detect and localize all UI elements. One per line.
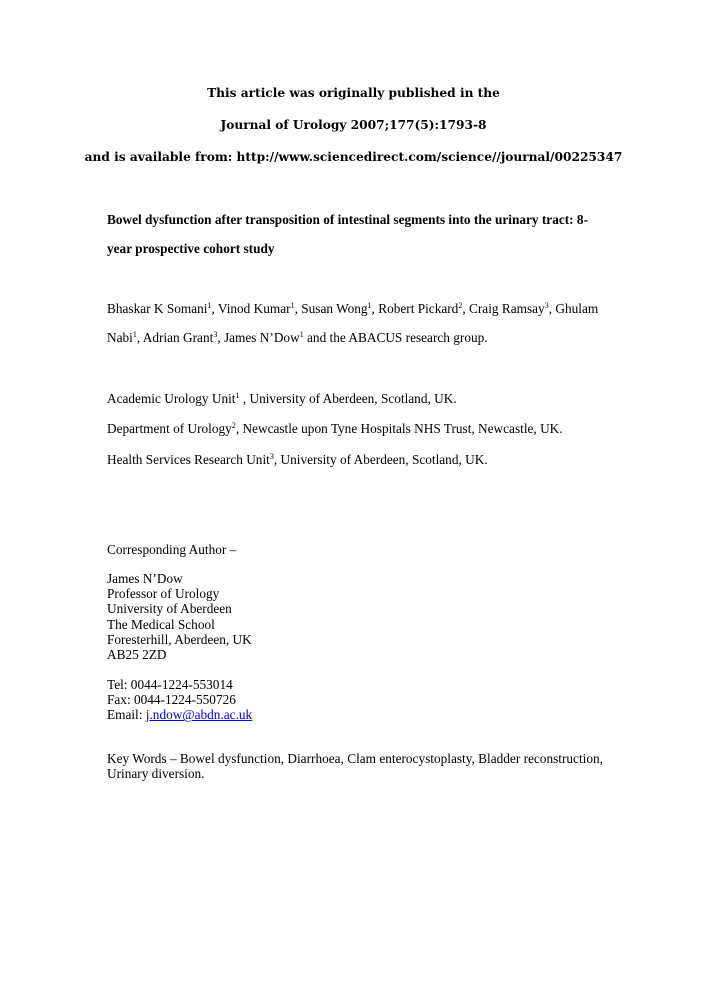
affiliation-number: 2 bbox=[231, 421, 236, 430]
author-name: Bhaskar K Somani bbox=[107, 301, 208, 316]
author-name: Susan Wong bbox=[301, 301, 368, 316]
keywords-line-2: Urinary diversion. bbox=[107, 766, 205, 782]
affiliation-location: , University of Aberdeen, Scotland, UK. bbox=[239, 391, 457, 406]
author-affiliation: 1 bbox=[207, 301, 212, 310]
author-name: Robert Pickard bbox=[378, 301, 459, 316]
affiliation-unit: Academic Urology Unit bbox=[107, 391, 236, 406]
affiliation-location: , Newcastle upon Tyne Hospitals NHS Trust, Newcastle, UK. bbox=[235, 421, 563, 436]
affiliation-unit: Health Services Research Unit bbox=[107, 452, 270, 467]
author-affiliation: 1 bbox=[299, 330, 304, 339]
corresponding-author-label: Corresponding Author – bbox=[107, 542, 237, 557]
telephone: Tel: 0044-1224-553014 bbox=[107, 677, 233, 692]
affiliation-1 bbox=[107, 391, 457, 407]
author-name-part: Ghulam bbox=[555, 301, 599, 316]
article-title-line-2: year prospective cohort study bbox=[107, 241, 275, 256]
author-name: James N’Dow bbox=[223, 330, 300, 345]
address-line: University of Aberdeen bbox=[107, 601, 232, 617]
authors-suffix: and the ABACUS research group. bbox=[307, 330, 488, 345]
affiliation-3 bbox=[107, 452, 488, 468]
email-link[interactable]: j.ndow@abdn.ac.uk bbox=[145, 707, 253, 723]
keywords-line-1: Key Words – Bowel dysfunction, Diarrhoea, Clam enterocystoplasty, Bladder reconstruction, bbox=[107, 751, 603, 766]
affiliation-location: , University of Aberdeen, Scotland, UK. bbox=[273, 452, 488, 467]
article-title-line-1: Bowel dysfunction after transposition of intestinal segments into the urinary tract: 8- bbox=[107, 212, 588, 227]
publication-notice-line-1: This article was originally published in the bbox=[207, 86, 500, 100]
affiliation-number: 3 bbox=[269, 452, 274, 461]
authors-line-1: Bhaskar K Somani$^1$, Vinod Kumar$^1$, Susan Wong$^1$, Robert Pickard$^2$, Craig Ramsay$^3$, Ghulam bbox=[107, 301, 599, 316]
author-name: Craig Ramsay bbox=[469, 301, 545, 316]
address-line: James N’Dow bbox=[107, 571, 183, 586]
author-affiliation: 1 bbox=[132, 330, 137, 339]
affiliation-2 bbox=[107, 421, 563, 437]
address-line: Professor of Urology bbox=[107, 586, 220, 602]
email-label: Email: bbox=[107, 707, 146, 723]
email-line bbox=[107, 707, 252, 722]
affiliation-number: 1 bbox=[235, 391, 240, 400]
corresponding-address bbox=[107, 571, 252, 662]
affiliation-unit: Department of Urology bbox=[107, 421, 232, 436]
fax: Fax: 0044-1224-550726 bbox=[107, 692, 236, 708]
author-affiliation: 1 bbox=[367, 301, 372, 310]
authors-line-2: Nabi$^1$, Adrian Grant$^3$, James N’Dow$^1$ and the ABACUS research group. bbox=[107, 330, 488, 345]
publication-notice-line-3: and is available from: http://www.sciencedirect.com/science//journal/00225347 bbox=[84, 150, 623, 164]
author-name: Vinod Kumar bbox=[217, 301, 291, 316]
address-line: AB25 2ZD bbox=[107, 647, 167, 663]
publication-notice-line-2: Journal of Urology 2007;177(5):1793-8 bbox=[220, 118, 487, 132]
author-name-part: Nabi bbox=[107, 330, 133, 345]
contact-details bbox=[107, 677, 252, 723]
address-line: The Medical School bbox=[107, 616, 215, 632]
author-affiliation: 3 bbox=[213, 330, 218, 339]
author-affiliation: 1 bbox=[290, 301, 295, 310]
author-affiliation: 2 bbox=[458, 301, 463, 310]
author-affiliation: 3 bbox=[544, 301, 549, 310]
keywords bbox=[107, 751, 603, 781]
address-line: Foresterhill, Aberdeen, UK bbox=[107, 631, 252, 647]
author-name: Adrian Grant bbox=[142, 330, 214, 345]
